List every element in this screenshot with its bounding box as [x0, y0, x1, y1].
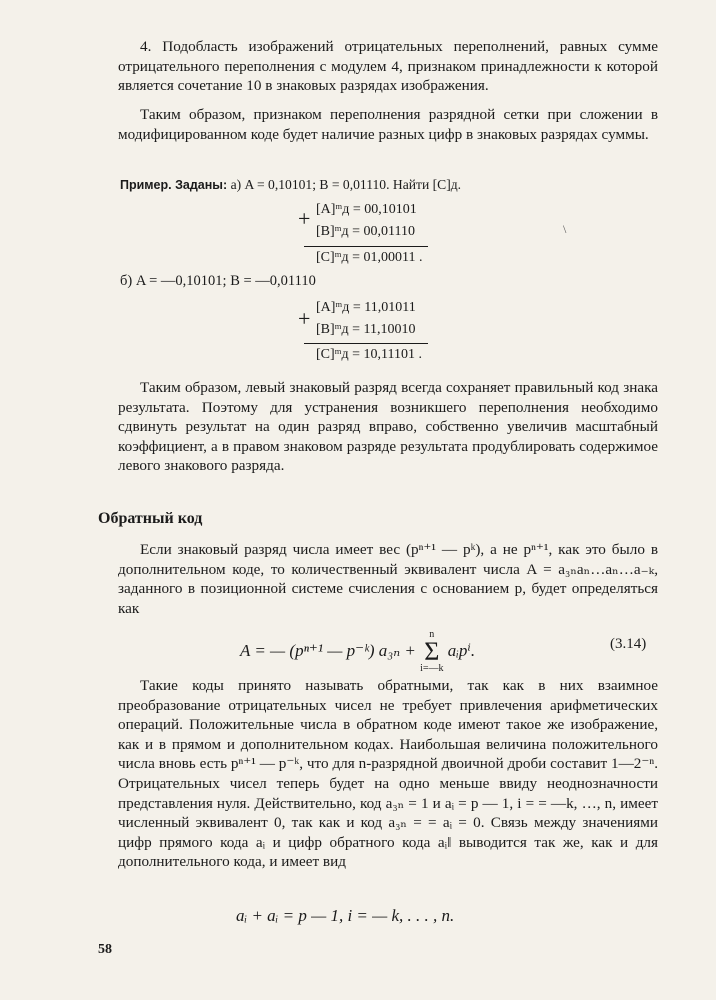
- page-number: 58: [98, 942, 112, 957]
- sum-lower-limit: i=—k: [420, 663, 444, 674]
- calc-a-line-1: [A]ᵐд = 00,10101: [316, 202, 417, 217]
- example-label: Пример. Заданы:: [120, 178, 228, 192]
- formula-left: A = — (pⁿ⁺¹ — p⁻ᵏ) a₃ₙ +: [240, 640, 416, 660]
- sigma-symbol: Σ: [424, 637, 440, 666]
- sum-rule-b: [304, 343, 428, 344]
- sum-rule-a: [304, 246, 428, 247]
- sum-upper-limit: n: [429, 629, 435, 640]
- plus-sign-b: +: [298, 306, 311, 331]
- digit-relation-equation: aᵢ + aᵢ = p — 1, i = — k, . . . , n.: [236, 906, 455, 925]
- stray-mark: \: [563, 222, 567, 236]
- paragraph-overflow-subregion: 4. Подобласть изображений отрицательных переполнений, равных сумме отрицательного переполнения с модулем 4, признаком принадлежности к которой является сочетание 10 в знаковых разрядах изображения.: [118, 38, 658, 95]
- calc-b-result: [C]ᵐд = 10,11101 .: [316, 347, 422, 362]
- calc-a-line-2: [B]ᵐд = 00,01110: [316, 224, 415, 239]
- example-title: [120, 177, 461, 193]
- example-text: а) A = 0,10101; B = 0,01110. Найти [C]д.: [230, 177, 462, 192]
- formula-3-14: [240, 630, 475, 674]
- paragraph-overflow-sign: Таким образом, признаком переполнения разрядной сетки при сложении в модифицированном коде будет наличие разных цифр в знаковых разрядах суммы.: [118, 106, 658, 143]
- equation-number: (3.14): [610, 636, 647, 652]
- calc-b-line-1: [A]ᵐд = 11,01011: [316, 300, 416, 315]
- paragraph-inverse-codes: Такие коды принято называть обратными, так как в них взаимное преобразование отрицательных чисел не требует привлечения арифметических операций. Положительные числа в обратном коде имеют такое же изображение, как и в прямом и дополнительном кодах. Наибольшая величина положительного числа вновь есть pⁿ⁺¹ — p⁻ᵏ, что для n-разрядной двоичной дроби составит 1—2⁻ⁿ. Отрицательных чисел теперь будет на одно меньше ввиду неоднозначности представления нуля. Действительно, код a₃ₙ = 1 и aᵢ = p — 1, i = = —k, …, n, имеет численный эквивалент 0, так как и код a₃ₙ = = aᵢ = 0. Связь между значениями цифр прямого кода aᵢ и цифр обратного кода aᵢ‖ выводится так же, как и для дополнительного кода, и имеет вид: [118, 677, 658, 871]
- calc-b-line-2: [B]ᵐд = 11,10010: [316, 322, 416, 337]
- example-b-header: б) A = —0,10101; B = —0,01110: [120, 273, 316, 289]
- calc-a-result: [C]ᵐд = 01,00011 .: [316, 250, 423, 265]
- plus-sign-a: +: [298, 206, 311, 231]
- paragraph-shift-result: Таким образом, левый знаковый разряд всегда сохраняет правильный код знака результата. Поэтому для устранения возникшего переполнения необходимо сдвинуть результат на один разряд вправо, собственно увеличив масштабный коэффициент, а в правом знаковом разряде результата продублировать содержимое левого знакового разряда.: [118, 379, 658, 475]
- section-heading: Обратный код: [98, 510, 203, 527]
- sum-operator: [420, 630, 443, 674]
- paragraph-sign-weight: Если знаковый разряд числа имеет вес (pⁿ⁺¹ — pᵏ), а не pⁿ⁺¹, как это было в дополнительном коде, то количественный эквивалент числа A = a₃ₙaₙ…aₙ…a₋ₖ, заданного в позиционной системе счисления с основанием p, будет определяться как: [118, 541, 658, 617]
- formula-right: aᵢpⁱ.: [447, 640, 476, 660]
